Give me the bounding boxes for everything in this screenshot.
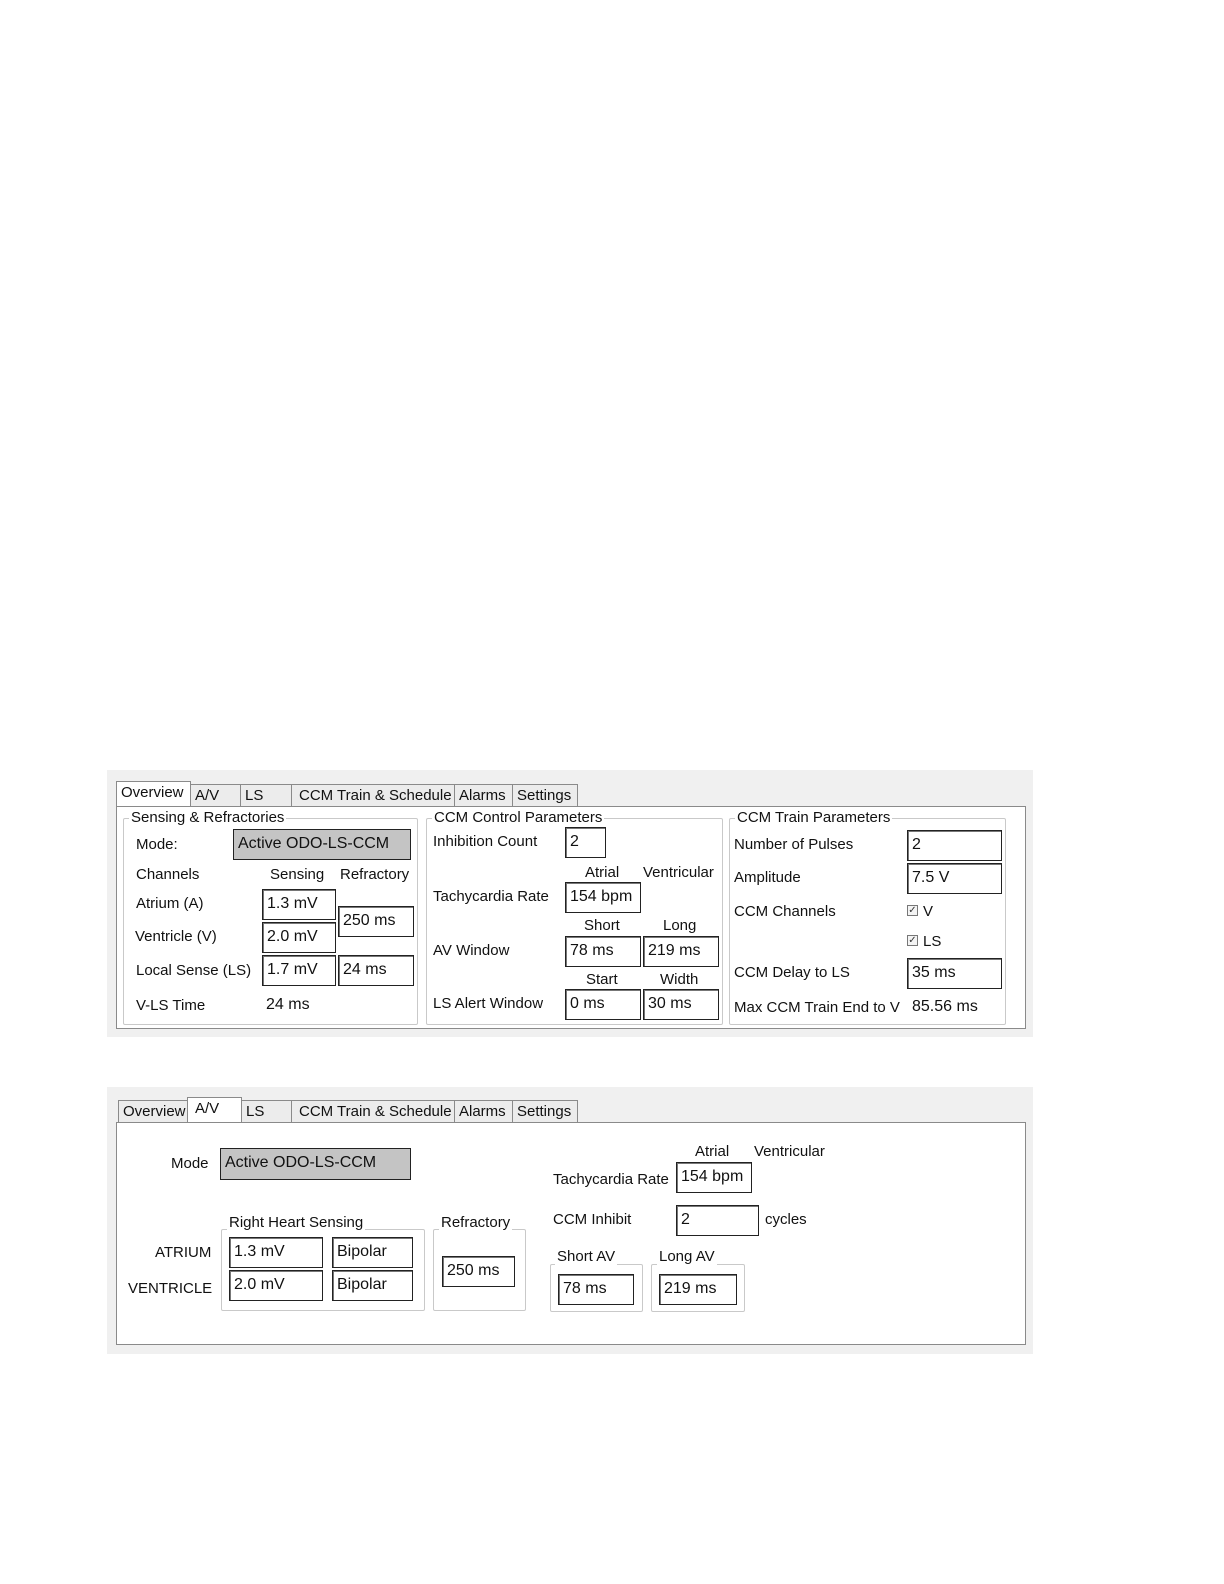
ventricle-sensing-field[interactable]: 2.0 mV (262, 922, 336, 953)
refractory-header: Refractory (340, 866, 410, 883)
max-ccm-train-value: 85.56 ms (912, 998, 978, 1015)
ccm-inhibit-field[interactable]: 2 (676, 1205, 759, 1236)
tachycardia-rate-label: Tachycardia Rate (433, 888, 549, 905)
tab-av[interactable]: A/V (187, 1097, 242, 1122)
ls-refractory-field[interactable]: 24 ms (338, 955, 414, 986)
tab-ls[interactable]: LS (241, 1100, 292, 1122)
mode-display: Active ODO-LS-CCM (233, 829, 411, 860)
inhibition-count-field[interactable]: 2 (565, 827, 606, 858)
number-of-pulses-label: Number of Pulses (734, 836, 854, 853)
av-long-field[interactable]: 219 ms (643, 936, 719, 967)
tachy-atrial-header: Atrial (695, 1143, 730, 1160)
refractory-title: Refractory (441, 1214, 511, 1231)
atrium-label: ATRIUM (155, 1244, 212, 1261)
amplitude-label: Amplitude (734, 869, 801, 886)
ls-start-field[interactable]: 0 ms (565, 989, 641, 1020)
inhibition-count-label: Inhibition Count (433, 833, 538, 850)
ccm-delay-label: CCM Delay to LS (734, 964, 850, 981)
amplitude-field[interactable]: 7.5 V (907, 863, 1002, 894)
tachy-ventricular-header: Ventricular (643, 864, 714, 881)
ccm-inhibit-unit: cycles (765, 1211, 807, 1228)
refractory-field[interactable]: 250 ms (442, 1256, 515, 1287)
atrium-label: Atrium (A) (136, 895, 204, 912)
channel-ls-label: LS (923, 933, 942, 950)
tab-settings[interactable]: Settings (512, 784, 578, 806)
long-av-field[interactable]: 219 ms (659, 1274, 737, 1305)
sensing-header: Sensing (270, 866, 325, 883)
sensing-refractories-title: Sensing & Refractories (131, 809, 285, 826)
tachy-atrial-field[interactable]: 154 bpm (676, 1162, 752, 1193)
ls-start-header: Start (586, 971, 618, 988)
vls-time-value: 24 ms (266, 996, 310, 1013)
mode-label: Mode: (136, 836, 178, 853)
atrium-sensing-field[interactable]: 1.3 mV (229, 1237, 323, 1268)
ventricle-label: Ventricle (V) (135, 928, 217, 945)
av-refractory-field[interactable]: 250 ms (338, 906, 414, 937)
av-short-field[interactable]: 78 ms (565, 936, 641, 967)
tachy-atrial-field[interactable]: 154 bpm (565, 882, 641, 913)
ls-alert-window-label: LS Alert Window (433, 995, 544, 1012)
tab-ls[interactable]: LS (240, 784, 292, 806)
tab-alarms[interactable]: Alarms (454, 1100, 513, 1122)
av-window-label: AV Window (433, 942, 510, 959)
tab-ccm-train-schedule[interactable]: CCM Train & Schedule (291, 1100, 455, 1122)
ccm-delay-field[interactable]: 35 ms (907, 958, 1002, 989)
tab-overview[interactable]: Overview (116, 781, 191, 806)
ls-sensing-field[interactable]: 1.7 mV (262, 955, 336, 986)
mode-display: Active ODO-LS-CCM (220, 1148, 411, 1180)
short-av-title: Short AV (557, 1248, 616, 1265)
short-av-field[interactable]: 78 ms (558, 1274, 634, 1305)
ventricle-polarity-field[interactable]: Bipolar (332, 1270, 413, 1301)
tachycardia-rate-label: Tachycardia Rate (553, 1171, 669, 1188)
av-short-header: Short (584, 917, 620, 934)
right-heart-sensing-title: Right Heart Sensing (229, 1214, 364, 1231)
tab-overview[interactable]: Overview (118, 1100, 188, 1122)
max-ccm-train-label: Max CCM Train End to V (734, 999, 900, 1016)
ccm-train-title: CCM Train Parameters (737, 809, 891, 826)
channel-ls-checkbox[interactable]: ✓ (908, 935, 917, 946)
tab-av[interactable]: A/V (190, 784, 241, 806)
ventricle-sensing-field[interactable]: 2.0 mV (229, 1270, 323, 1301)
channel-v-checkbox[interactable]: ✓ (908, 905, 917, 916)
long-av-title: Long AV (659, 1248, 715, 1265)
atrium-polarity-field[interactable]: Bipolar (332, 1237, 413, 1268)
mode-label: Mode (171, 1155, 209, 1172)
tab-alarms[interactable]: Alarms (454, 784, 513, 806)
ls-width-header: Width (660, 971, 699, 988)
ccm-channels-label: CCM Channels (734, 903, 836, 920)
channels-label: Channels (136, 866, 200, 883)
ventricle-label: VENTRICLE (128, 1280, 213, 1297)
tab-settings[interactable]: Settings (512, 1100, 578, 1122)
av-panel (107, 1087, 1033, 1354)
ccm-inhibit-label: CCM Inhibit (553, 1211, 632, 1228)
overview-panel (107, 770, 1033, 1037)
local-sense-label: Local Sense (LS) (136, 962, 252, 979)
overview-content (116, 806, 1026, 1029)
av-long-header: Long (663, 917, 697, 934)
tab-ccm-train-schedule[interactable]: CCM Train & Schedule (291, 784, 455, 806)
ccm-control-title: CCM Control Parameters (434, 809, 603, 826)
av-content (116, 1122, 1026, 1345)
atrium-sensing-field[interactable]: 1.3 mV (262, 889, 336, 920)
channel-v-label: V (923, 903, 934, 920)
ls-width-field[interactable]: 30 ms (643, 989, 719, 1020)
vls-time-label: V-LS Time (136, 997, 206, 1014)
tachy-ventricular-header: Ventricular (754, 1143, 825, 1160)
tachy-atrial-header: Atrial (585, 864, 620, 881)
number-of-pulses-field[interactable]: 2 (907, 830, 1002, 861)
